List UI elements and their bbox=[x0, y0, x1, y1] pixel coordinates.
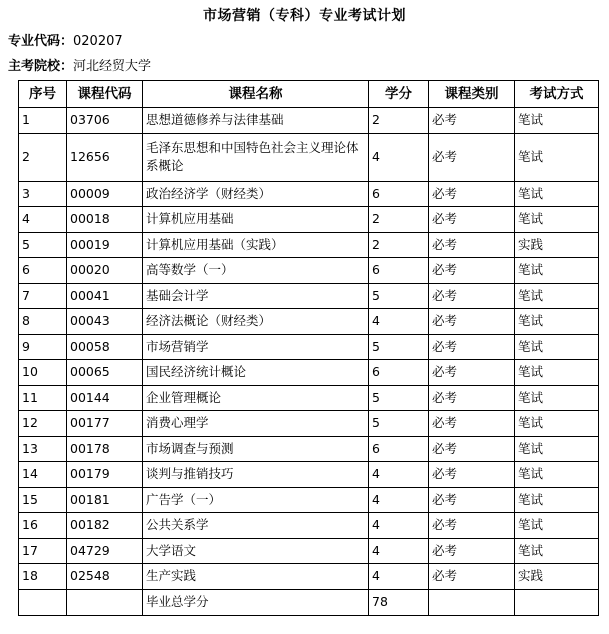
cell-credit: 6 bbox=[369, 258, 429, 284]
cell-exam-method bbox=[515, 589, 599, 615]
cell-course-type: 必考 bbox=[429, 334, 515, 360]
cell-credit: 4 bbox=[369, 133, 429, 181]
cell-course-code: 00065 bbox=[67, 360, 143, 386]
table-header-row bbox=[19, 81, 599, 108]
cell-exam-method: 实践 bbox=[515, 564, 599, 590]
cell-course-code: 00019 bbox=[67, 232, 143, 258]
cell-course-name: 市场调查与预测 bbox=[143, 436, 369, 462]
major-code-value: 020207 bbox=[73, 34, 123, 49]
examining-school-line bbox=[8, 58, 151, 76]
examining-school-value: 河北经贸大学 bbox=[73, 59, 152, 74]
table-row bbox=[19, 411, 599, 437]
cell-no: 7 bbox=[19, 283, 67, 309]
cell-no: 12 bbox=[19, 411, 67, 437]
cell-course-type: 必考 bbox=[429, 133, 515, 181]
header-credit: 学分 bbox=[369, 81, 429, 108]
page-title: 市场营销（专科）专业考试计划 bbox=[203, 8, 406, 24]
cell-course-type: 必考 bbox=[429, 564, 515, 590]
cell-credit: 4 bbox=[369, 309, 429, 335]
cell-course-name: 国民经济统计概论 bbox=[143, 360, 369, 386]
cell-course-code: 00009 bbox=[67, 181, 143, 207]
cell-course-type: 必考 bbox=[429, 538, 515, 564]
cell-no: 5 bbox=[19, 232, 67, 258]
cell-exam-method: 笔试 bbox=[515, 538, 599, 564]
total-row bbox=[19, 589, 599, 615]
cell-exam-method: 笔试 bbox=[515, 207, 599, 233]
table-row bbox=[19, 133, 599, 181]
cell-course-type: 必考 bbox=[429, 513, 515, 539]
table-row bbox=[19, 258, 599, 284]
cell-course-name: 计算机应用基础 bbox=[143, 207, 369, 233]
major-code-line bbox=[8, 33, 123, 51]
header-no: 序号 bbox=[19, 81, 67, 108]
cell-credit: 6 bbox=[369, 360, 429, 386]
table-row bbox=[19, 283, 599, 309]
cell-course-name: 计算机应用基础（实践） bbox=[143, 232, 369, 258]
cell-credit: 5 bbox=[369, 334, 429, 360]
cell-credit: 4 bbox=[369, 462, 429, 488]
cell-no: 6 bbox=[19, 258, 67, 284]
table-row bbox=[19, 360, 599, 386]
cell-no: 15 bbox=[19, 487, 67, 513]
cell-exam-method: 笔试 bbox=[515, 334, 599, 360]
table-row bbox=[19, 462, 599, 488]
cell-no: 8 bbox=[19, 309, 67, 335]
table-row bbox=[19, 207, 599, 233]
total-credits-label: 毕业总学分 bbox=[143, 589, 369, 615]
cell-exam-method: 笔试 bbox=[515, 181, 599, 207]
cell-course-code: 00041 bbox=[67, 283, 143, 309]
cell-exam-method: 笔试 bbox=[515, 108, 599, 134]
cell-course-code: 00043 bbox=[67, 309, 143, 335]
header-exam-method: 考试方式 bbox=[515, 81, 599, 108]
cell-credit: 2 bbox=[369, 232, 429, 258]
exam-plan-table bbox=[18, 80, 599, 616]
cell-no: 3 bbox=[19, 181, 67, 207]
table-row bbox=[19, 108, 599, 134]
cell-course-type: 必考 bbox=[429, 411, 515, 437]
cell-course-type: 必考 bbox=[429, 207, 515, 233]
table-row bbox=[19, 436, 599, 462]
cell-credit: 4 bbox=[369, 513, 429, 539]
cell-course-type: 必考 bbox=[429, 283, 515, 309]
cell-course-code: 02548 bbox=[67, 564, 143, 590]
cell-no: 2 bbox=[19, 133, 67, 181]
cell-credit: 5 bbox=[369, 385, 429, 411]
cell-course-code: 00058 bbox=[67, 334, 143, 360]
cell-course-type: 必考 bbox=[429, 309, 515, 335]
examining-school-label: 主考院校： bbox=[8, 59, 74, 74]
cell-exam-method: 笔试 bbox=[515, 283, 599, 309]
cell-no: 10 bbox=[19, 360, 67, 386]
cell-course-type: 必考 bbox=[429, 462, 515, 488]
cell-credit: 6 bbox=[369, 436, 429, 462]
cell-course-code: 00182 bbox=[67, 513, 143, 539]
table-row bbox=[19, 181, 599, 207]
cell-credit: 5 bbox=[369, 411, 429, 437]
cell-course-code: 00179 bbox=[67, 462, 143, 488]
cell-course-type: 必考 bbox=[429, 360, 515, 386]
cell-no: 9 bbox=[19, 334, 67, 360]
cell-course-type: 必考 bbox=[429, 436, 515, 462]
cell-no: 18 bbox=[19, 564, 67, 590]
cell-course-type: 必考 bbox=[429, 181, 515, 207]
cell-course-code: 04729 bbox=[67, 538, 143, 564]
cell-no: 1 bbox=[19, 108, 67, 134]
cell-course-code: 03706 bbox=[67, 108, 143, 134]
cell-course-code bbox=[67, 589, 143, 615]
cell-course-code: 00181 bbox=[67, 487, 143, 513]
table-row bbox=[19, 513, 599, 539]
cell-course-type bbox=[429, 589, 515, 615]
cell-credit: 6 bbox=[369, 181, 429, 207]
cell-course-code: 00020 bbox=[67, 258, 143, 284]
cell-course-name: 高等数学（一） bbox=[143, 258, 369, 284]
cell-no: 17 bbox=[19, 538, 67, 564]
table-row bbox=[19, 232, 599, 258]
cell-exam-method: 笔试 bbox=[515, 513, 599, 539]
cell-no bbox=[19, 589, 67, 615]
cell-credit: 5 bbox=[369, 283, 429, 309]
table-row bbox=[19, 564, 599, 590]
cell-credit: 2 bbox=[369, 108, 429, 134]
cell-no: 4 bbox=[19, 207, 67, 233]
cell-course-name: 思想道德修养与法律基础 bbox=[143, 108, 369, 134]
cell-course-name: 消费心理学 bbox=[143, 411, 369, 437]
cell-course-name: 公共关系学 bbox=[143, 513, 369, 539]
cell-course-name: 经济法概论（财经类） bbox=[143, 309, 369, 335]
table-row bbox=[19, 334, 599, 360]
cell-exam-method: 笔试 bbox=[515, 436, 599, 462]
cell-credit: 4 bbox=[369, 564, 429, 590]
cell-course-name: 市场营销学 bbox=[143, 334, 369, 360]
cell-course-name: 生产实践 bbox=[143, 564, 369, 590]
cell-exam-method: 笔试 bbox=[515, 487, 599, 513]
cell-course-type: 必考 bbox=[429, 108, 515, 134]
cell-course-code: 12656 bbox=[67, 133, 143, 181]
cell-course-code: 00178 bbox=[67, 436, 143, 462]
cell-no: 13 bbox=[19, 436, 67, 462]
cell-no: 11 bbox=[19, 385, 67, 411]
header-course-type: 课程类别 bbox=[429, 81, 515, 108]
cell-no: 16 bbox=[19, 513, 67, 539]
cell-course-name: 基础会计学 bbox=[143, 283, 369, 309]
cell-course-name: 谈判与推销技巧 bbox=[143, 462, 369, 488]
header-course-code: 课程代码 bbox=[67, 81, 143, 108]
cell-course-code: 00177 bbox=[67, 411, 143, 437]
total-credits-value: 78 bbox=[369, 589, 429, 615]
cell-exam-method: 笔试 bbox=[515, 385, 599, 411]
header-course-name: 课程名称 bbox=[143, 81, 369, 108]
cell-course-name: 毛泽东思想和中国特色社会主义理论体系概论 bbox=[143, 133, 369, 181]
cell-course-code: 00018 bbox=[67, 207, 143, 233]
cell-no: 14 bbox=[19, 462, 67, 488]
cell-credit: 4 bbox=[369, 487, 429, 513]
cell-exam-method: 笔试 bbox=[515, 309, 599, 335]
cell-exam-method: 笔试 bbox=[515, 462, 599, 488]
cell-exam-method: 笔试 bbox=[515, 258, 599, 284]
table-row bbox=[19, 385, 599, 411]
cell-course-name: 大学语文 bbox=[143, 538, 369, 564]
cell-course-name: 政治经济学（财经类） bbox=[143, 181, 369, 207]
cell-credit: 4 bbox=[369, 538, 429, 564]
cell-course-code: 00144 bbox=[67, 385, 143, 411]
table-row bbox=[19, 487, 599, 513]
cell-credit: 2 bbox=[369, 207, 429, 233]
cell-exam-method: 笔试 bbox=[515, 360, 599, 386]
cell-course-type: 必考 bbox=[429, 232, 515, 258]
table-row bbox=[19, 309, 599, 335]
major-code-label: 专业代码： bbox=[8, 34, 74, 49]
cell-course-type: 必考 bbox=[429, 487, 515, 513]
cell-exam-method: 笔试 bbox=[515, 411, 599, 437]
cell-course-type: 必考 bbox=[429, 258, 515, 284]
cell-course-name: 企业管理概论 bbox=[143, 385, 369, 411]
table-row bbox=[19, 538, 599, 564]
cell-course-name: 广告学（一） bbox=[143, 487, 369, 513]
cell-exam-method: 笔试 bbox=[515, 133, 599, 181]
cell-course-type: 必考 bbox=[429, 385, 515, 411]
cell-exam-method: 实践 bbox=[515, 232, 599, 258]
